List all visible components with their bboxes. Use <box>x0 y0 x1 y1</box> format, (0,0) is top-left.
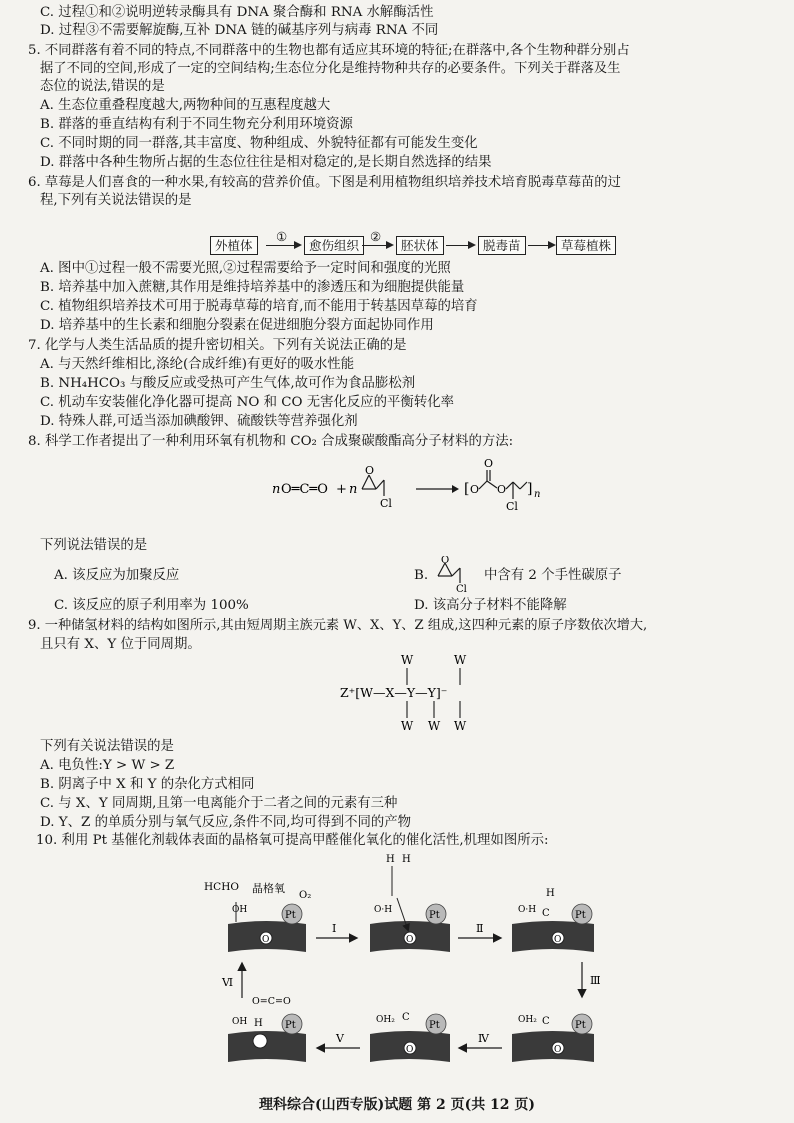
q7-option-d: D. 特殊人群,可适当添加碘酸钾、硫酸铁等营养强化剂 <box>40 414 358 429</box>
eq-plus: + <box>336 482 347 497</box>
q9-stem-line1: 9. 一种储氢材料的结构如图所示,其由短周期主族元素 W、X、Y、Z 组成,这四种元素的原子序数依次增大, <box>28 618 648 633</box>
hcho-label: HCHO <box>204 881 239 893</box>
product-o-atom-2: O <box>484 457 494 470</box>
q5-option-b: B. 群落的垂直结构有利于不同生物充分利用环境资源 <box>40 117 353 132</box>
flow-arrow-4 <box>528 245 554 246</box>
panel-intermediate-1 <box>512 888 594 952</box>
lattice-o-label-3: O <box>554 935 562 945</box>
q9-stem-line2: 且只有 X、Y 位于同周期。 <box>40 637 201 652</box>
step-label-5: Ⅴ <box>336 1032 344 1045</box>
q9-option-c: C. 与 X、Y 同周期,且第一电离能介于二者之间的元素有三种 <box>40 796 398 811</box>
q4-option-d: D. 过程③不需要解旋酶,互补 DNA 链的碱基序列与病毒 RNA 不同 <box>40 23 439 38</box>
w-bottom-3: W <box>453 719 467 733</box>
h-atom-3: H <box>546 888 555 899</box>
q8-reaction-equation <box>268 452 568 524</box>
product-o-atom-3: O <box>497 483 507 496</box>
flow-box-explant: 外植体 <box>210 236 258 255</box>
q8-sub-stem: 下列说法错误的是 <box>40 538 148 553</box>
q8-option-b-structure <box>434 556 486 592</box>
flow-arrow-2 <box>362 245 392 246</box>
panel-initial <box>204 881 311 952</box>
panel-hcho-adsorbed <box>370 854 450 952</box>
o2-label: O₂ <box>299 890 312 901</box>
w-top-2: W <box>453 653 467 667</box>
q8-option-c: C. 该反应的原子利用率为 100% <box>54 598 249 613</box>
product-cl-atom: Cl <box>506 500 518 513</box>
lattice-o-label-2: O <box>406 935 414 945</box>
product-close-bracket: ] <box>527 481 533 497</box>
q10-stem: 10. 利用 Pt 基催化剂载体表面的晶格氧可提高甲醛催化氧化的催化活性,机理如图所示: <box>36 833 549 848</box>
co2-molecule: O=C=O <box>252 996 291 1007</box>
flow-box-strawberry-plant: 草莓植株 <box>556 236 616 255</box>
oxygen-vacancy <box>253 1034 267 1048</box>
pt-label-6: Pt <box>285 1020 296 1031</box>
step-label-3: Ⅲ <box>590 974 601 987</box>
step-label-4: Ⅳ <box>478 1032 489 1045</box>
w-top-1: W <box>400 653 414 667</box>
q8-option-b-text: 中含有 2 个手性碳原子 <box>484 568 622 583</box>
w-bottom-2: W <box>427 719 441 733</box>
step-label-1: Ⅰ <box>332 922 337 935</box>
lattice-o-label-4: O <box>554 1045 562 1055</box>
panel-co2-release <box>228 996 306 1062</box>
q9-anion-structure <box>336 652 496 734</box>
lattice-o-label-5: O <box>406 1045 414 1055</box>
option-b-cl-atom: Cl <box>456 584 467 592</box>
q7-stem: 7. 化学与人类生活品质的提升密切相关。下列有关说法正确的是 <box>28 338 407 353</box>
pt-label-2: Pt <box>429 910 440 921</box>
support-surface-6 <box>228 1031 306 1062</box>
pt-label-1: Pt <box>285 910 296 921</box>
epoxide-cl-atom: Cl <box>380 497 392 510</box>
eq-n-coefficient-1: n <box>272 482 281 497</box>
q5-option-a: A. 生态位重叠程度越大,两物种间的互惠程度越大 <box>40 98 331 113</box>
flow-box-embryoid: 胚状体 <box>396 236 444 255</box>
panel-formate <box>370 1012 450 1062</box>
q4-option-c: C. 过程①和②说明逆转录酶具有 DNA 聚合酶和 RNA 水解酶活性 <box>40 5 434 20</box>
q7-option-c: C. 机动车安装催化净化器可提高 NO 和 CO 无害化反应的平衡转化率 <box>40 395 454 410</box>
h-atom-2b: H <box>402 854 411 865</box>
epoxide-monomer-structure <box>362 475 384 496</box>
reaction-arrow <box>452 485 459 493</box>
eq-n-coefficient-2: n <box>349 482 358 497</box>
step-label-6: Ⅵ <box>222 976 234 989</box>
page-footer: 理科综合(山西专版)试题 第 2 页(共 12 页) <box>258 1097 536 1113</box>
c-atom-3: C <box>542 908 550 919</box>
flow-step-2-label: ② <box>370 229 382 244</box>
pt-label-3: Pt <box>575 910 586 921</box>
step-label-2: Ⅱ <box>476 922 484 935</box>
product-n-subscript: n <box>534 489 541 500</box>
q7-option-a: A. 与天然纤维相比,涤纶(合成纤维)有更好的吸水性能 <box>40 357 355 372</box>
c-atom-4: C <box>542 1016 550 1027</box>
lattice-o-label-1: O <box>262 935 270 945</box>
lattice-oxygen-label: 晶格氧 <box>252 882 285 895</box>
flow-step-1-label: ① <box>276 229 288 244</box>
q5-option-d: D. 群落中各种生物所占据的生态位往往是相对稳定的,是长期自然选择的结果 <box>40 155 492 170</box>
q6-option-d: D. 培养基中的生长素和细胞分裂素在促进细胞分裂方面起协同作用 <box>40 318 434 333</box>
q6-option-c: C. 植物组织培养技术可用于脱毒草莓的培育,而不能用于转基因草莓的培育 <box>40 299 478 314</box>
w-bottom-1: W <box>400 719 414 733</box>
q6-stem-line2: 程,下列有关说法错误的是 <box>40 193 192 208</box>
q9-formula: Z⁺[W—X—Y—Y]⁻ <box>340 685 448 700</box>
surface-oh2-label-4: OH₂ <box>518 1015 537 1025</box>
h-atom-2a: H <box>386 854 395 865</box>
q10-mechanism-diagram <box>196 852 646 1078</box>
q8-option-a: A. 该反应为加聚反应 <box>54 568 180 583</box>
q6-stem-line1: 6. 草莓是人们喜食的一种水果,有较高的营养价值。下图是利用植物组织培养技术培育脱毒草莓苗的过 <box>28 175 621 190</box>
q9-sub-stem: 下列有关说法错误的是 <box>40 739 174 754</box>
flow-box-virus-free-seedling: 脱毒苗 <box>478 236 526 255</box>
product-open-bracket: [ <box>464 481 470 497</box>
q8-option-b-prefix: B. <box>414 568 429 583</box>
q8-option-d: D. 该高分子材料不能降解 <box>414 598 567 613</box>
q9-option-d: D. Y、Z 的单质分别与氧气反应,条件不同,均可得到不同的产物 <box>40 815 412 830</box>
surface-oh-label-3: O·H <box>518 905 537 915</box>
product-o-atom-1: O <box>470 483 480 496</box>
surface-oh-label-1: OH <box>232 905 248 915</box>
surface-oh-label-2: O·H <box>374 905 393 915</box>
q7-option-b: B. NH₄HCO₃ 与酸反应或受热可产生气体,故可作为食品膨松剂 <box>40 376 416 391</box>
surface-oh-label-6: OH <box>232 1017 248 1027</box>
q5-stem-line3: 态位的说法,错误的是 <box>40 79 165 94</box>
pt-label-4: Pt <box>575 1020 586 1031</box>
q5-option-c: C. 不同时期的同一群落,其丰富度、物种组成、外貌特征都有可能发生变化 <box>40 136 478 151</box>
panel-intermediate-2 <box>512 1014 594 1062</box>
q8-stem: 8. 科学工作者提出了一种利用环氧有机物和 CO₂ 合成聚碳酸酯高分子材料的方法: <box>28 434 514 449</box>
c-atom-5: C <box>402 1012 410 1023</box>
q6-option-a: A. 图中①过程一般不需要光照,②过程需要给予一定时间和强度的光照 <box>40 261 451 276</box>
eq-co2: O═C═O <box>281 482 328 497</box>
flow-arrow-1 <box>266 245 300 246</box>
h-atom-6: H <box>254 1018 263 1029</box>
epoxide-o-atom: O <box>365 464 375 477</box>
q5-stem-line1: 5. 不同群落有着不同的特点,不同群落中的生物也都有适应其环境的特征;在群落中,各个生物种群分别占 <box>28 43 630 58</box>
q9-option-a: A. 电负性:Y > W > Z <box>40 758 175 773</box>
q5-stem-line2: 据了不同的空间,形成了一定的空间结构;生态位分化是维持物种共存的必要条件。下列关于群落及生 <box>40 61 621 76</box>
flow-arrow-3 <box>446 245 474 246</box>
flow-box-callus: 愈伤组织 <box>304 236 364 255</box>
q6-option-b: B. 培养基中加入蔗糖,其作用是维持培养基中的渗透压和为细胞提供能量 <box>40 280 465 295</box>
pt-label-5: Pt <box>429 1020 440 1031</box>
option-b-o-atom: O <box>441 556 450 566</box>
surface-oh2-label-5: OH₂ <box>376 1015 395 1025</box>
q9-option-b: B. 阴离子中 X 和 Y 的杂化方式相同 <box>40 777 255 792</box>
